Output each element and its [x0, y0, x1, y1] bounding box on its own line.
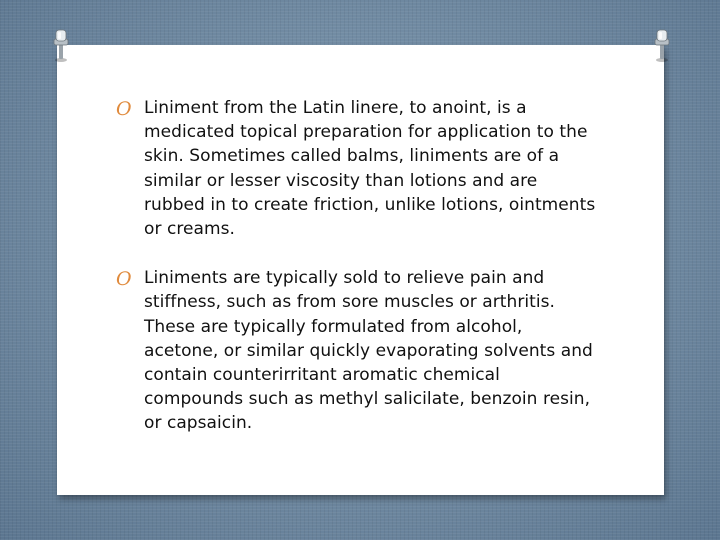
bullet-marker-icon: O	[116, 98, 132, 120]
bullet-text: Liniments are typically sold to relieve pain and stiffness, such as from sore muscles or arthritis. These are typically formulated from alcohol, acetone, or similar quickly evaporating solvents and contain counterirritant aromatic chemical compounds such as methyl salicilate, benzoin resin, or capsaicin.	[144, 268, 593, 434]
bullet-item	[116, 266, 596, 435]
bullet-marker-icon: O	[116, 268, 132, 291]
pushpin-icon	[649, 29, 675, 63]
bullet-item	[116, 96, 596, 241]
pushpin-icon	[48, 29, 74, 63]
bullet-text: Liniment from the Latin linere, to anoint, is a medicated topical preparation for application to the skin. Sometimes called balms, liniments are of a similar or lesser viscosity than lotions and are rubbed in to create friction, unlike lotions, ointments or creams.	[144, 98, 596, 240]
bullet-list	[116, 96, 596, 461]
